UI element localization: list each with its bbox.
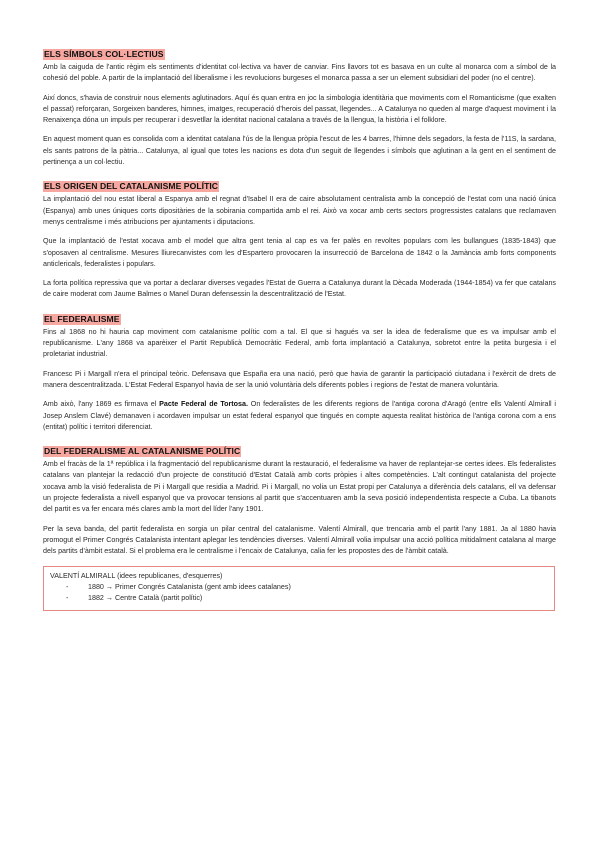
section-origen-catalanisme (43, 176, 556, 300)
box-title: VALENTÍ ALMIRALL (idees republicanes, d'esquerres) (50, 571, 223, 580)
paragraph: Que la implantació de l'estat xocava amb el model que altra gent tenia al cap es va fer palès en revoltes populars com les bullangues (1835-1843) que s'oposaven al centralisme. Mesures lliurecanvistes com les d'Espartero provocaren la insurrecció de Barcelona de 1842 o la Jamància amb forts components anticlericals, federalistes i populars. (43, 237, 556, 268)
box-list (50, 582, 554, 604)
paragraph-text: Amb això, l'any 1869 es firmava el (43, 400, 160, 409)
paragraph-text: On federalistes de les diferents regions de l'antiga corona d'Aragó (entre ells Valentí Almirall i Josep Anslem Clavé) demanaven i acordaven impulsar un estat federal espanyol que tingués en compte aquesta realitat històrica de l'antiga corona com a ens (entitat) polític i territori diferenciat. (43, 400, 557, 431)
section-heading: EL FEDERALISME (44, 313, 120, 324)
paragraph (43, 399, 556, 433)
list-item-text: 1882 → Centre Català (partit polític) (88, 593, 203, 602)
paragraph: Per la seva banda, del partit federalista en sorgia un pilar central del catalanisme. Valentí Almirall, que trencaria amb el partit l'any 1881. Ja al 1880 havia promogut el Primer Congrés Catalanista intentant aplegar les tendències diverses. Valentí Almirall volia impulsar una acció política mitidalment catalana al marge dels partits d'àmbit estatal. Si el problema era le centralisme i l'encaix de Catalunya, calia fer les propostes des de l'àmbit català. (43, 524, 556, 556)
list-item (66, 582, 554, 593)
section-heading: ELS ORIGEN DEL CATALANISME POLÍTIC (44, 181, 219, 192)
almirall-summary-box (43, 566, 555, 612)
section-federalisme-catalanisme (43, 441, 556, 557)
section-heading: ELS SÍMBOLS COL·LECTIUS (44, 49, 164, 59)
paragraph: Amb el fracàs de la 1ª república i la fragmentació del republicanisme durant la restauració, el federalisme va haver de replantejar-se certes idees. Els federalistes catalans van plantejar la redacció d'un projecte de constitució d'Estat Català amb corts pròpies i altes competències. L'alt contingut catalanista del projecte xocava amb la visió federalista de Pi i Margall que residia a Madrid. Pi i Margall, no volia un Estat propi per Catalunya a diferència dels catalans, ell va defensar un projecte federalista a nivell espanyol que va provocar tensions al partit que s'accentuaren amb la seva posició independentista respecte a Cuba. La tibanots del partit es va fer encara més clares amb la mort del líder l'any 1901. (43, 460, 556, 514)
paragraph: La forta política repressiva que va portar a declarar diverses vegades l'Estat de Guerra a Catalunya durant la Dècada Moderada (1944-1854) va fer que catalans de caire moderat com Jaume Balmes o Manel Duran defensessin la descentralització de l'Estat. (43, 279, 556, 299)
pacte-tortosa-emphasis: Pacte Federal de Tortosa. (159, 400, 248, 409)
document-content (43, 44, 556, 611)
paragraph: En aquest moment quan es consolida com a identitat catalana l'ús de la llengua pròpia l'escut de les 4 barres, l'himne dels segadors, la festa de l'11S, la sardana, els sants patrons de la pàtria... Catalunya, al igual que totes les nacions es dota d'un seguit de llegendes i símbols que aglutinan a la gent en el sentiment de pertinença a un col·lectiu. (43, 135, 556, 167)
section-heading: DEL FEDERALISME AL CATALANISME POLÍTIC (44, 446, 241, 457)
list-item-text: 1880 → Primer Congrés Catalanista (gent amb idees catalanes) (88, 582, 291, 591)
dash-bullet: - (66, 582, 69, 591)
list-item (66, 593, 554, 604)
paragraph: Francesc Pi i Margall n'era el principal teòric. Defensava que España era una nació, però que havia de garantir la participació ciutadana i l'exèrcit de drets de manera descentralitzada. L'Estat Federal Espanyol havia de ser la unió voluntària dels diferents pobles i regions de l'estat de manera voluntària. (43, 369, 556, 389)
paragraph: Així doncs, s'havia de construir nous elements aglutinadors. Aquí és quan entra en joc la simbologia identitària que moviments com el Romanticisme (que exalten el passat) reforçaran, Sorgeixen banderes, himnes, imatges, recuperació d'herois del passat, llegendes... A Catalunya no queden al marge d'aquest moviment i la Renaixença dóna un impuls per recuperar i desvetllar la identitat nacional catalana a través de la llengua, la història i el folklore. (43, 93, 556, 125)
section-federalisme (43, 309, 556, 433)
paragraph: Amb la caiguda de l'antic règim els sentiments d'identitat col·lectiva va haver de canviar. Fins llavors tot es basava en un culte al monarca com a símbol de la cohesió del poble. A partir de la implantació del liberalisme i les revolucions burgeses el monarca passa a ser un element subsidiari del poder (no el centre). (43, 63, 556, 83)
section-simbols-collectius (43, 44, 556, 168)
paragraph: La implantació del nou estat liberal a Espanya amb el regnat d'Isabel II era de caire absolutament centralista amb la concepció de l'estat com una nació única (Espanya) amb unes úniques corts dipositàries de la sobirania compartida amb el rei. Això va xocar amb certs sectors progressistes catalans que reclamaven menys centralisme i més atribucions per ajuntaments i diputacions. (43, 195, 556, 226)
paragraph: Fins al 1868 no hi hauria cap moviment com catalanisme polític com a tal. El que si hagués va ser la idea de federalisme que es va impulsar amb el republicanisme. L'any 1868 va aparèixer el Partit Republicà Democràtic Federal, amb forta implantació a Catalunya, sobretot entre la petita burgesia i el proletariat industrial. (43, 327, 556, 359)
dash-bullet: - (66, 593, 69, 602)
